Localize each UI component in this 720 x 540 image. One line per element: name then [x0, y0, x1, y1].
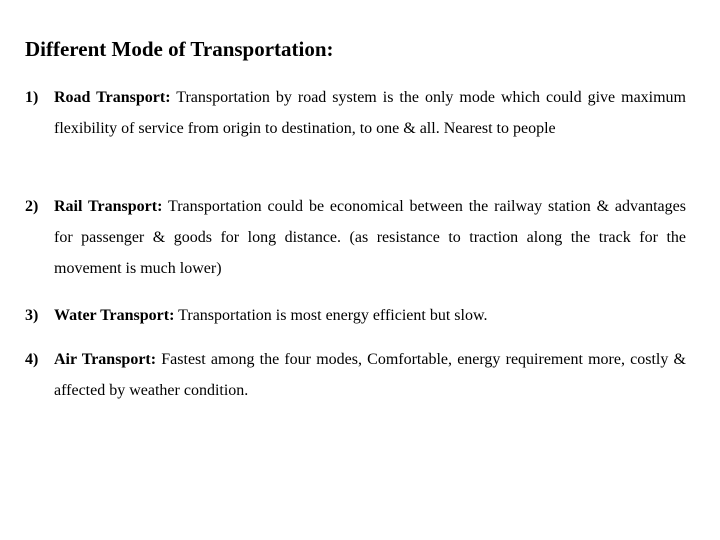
list-item-road-transport [25, 82, 686, 144]
list-item-number: 3) [25, 307, 39, 324]
list-item-body [54, 82, 686, 144]
list-item-body [54, 191, 686, 284]
list-item-air-transport [25, 344, 686, 406]
page-title: Different Mode of Transportation: [25, 37, 334, 61]
list-item-label: Rail Transport: [54, 198, 163, 215]
list-item-label: Water Transport: [54, 307, 175, 324]
list-item-rail-transport [25, 191, 686, 284]
list-item-body [54, 300, 686, 331]
list-item-number: 1) [25, 89, 39, 106]
list-item-number: 4) [25, 351, 39, 368]
list-item-body [54, 344, 686, 406]
list-item-label: Air Transport: [54, 351, 157, 368]
list-item-text: Transportation by road system is the only mode which could give maximum flexibility of service from origin to destination, to one & all. Nearest to people [54, 89, 687, 137]
list-item-label: Road Transport: [54, 89, 171, 106]
list-item-number: 2) [25, 198, 39, 215]
list-item-water-transport [25, 300, 686, 331]
list-item-text: Transportation is most energy efficient but slow. [178, 307, 488, 324]
list-item-text: Fastest among the four modes, Comfortable, energy requirement more, costly & affected by weather condition. [54, 351, 687, 399]
list-item-text: Transportation could be economical between the railway station & advantages for passenger & goods for long distance. (as resistance to traction along the track for the movement is much lower) [54, 198, 686, 277]
